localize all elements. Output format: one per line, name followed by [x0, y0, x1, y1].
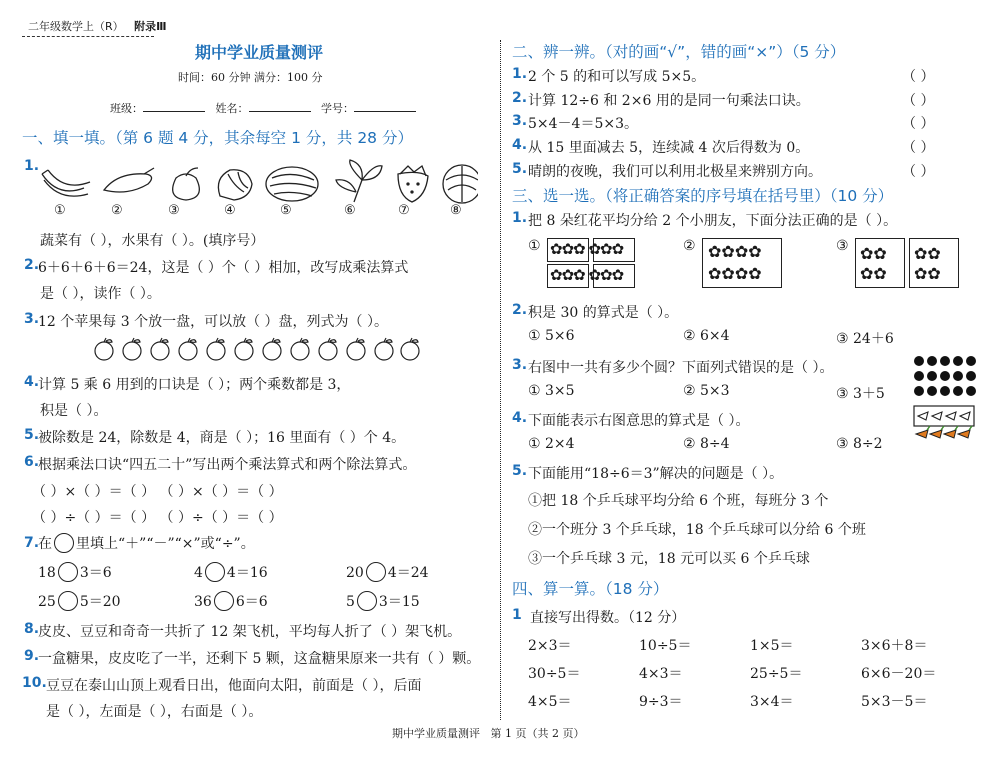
page-number: 第 1 页（共 2 页） — [490, 727, 585, 740]
apple-icon — [291, 338, 309, 360]
s3-q3-number: 3. — [512, 357, 528, 373]
s2-q4-number: 4. — [512, 137, 528, 153]
q8-line: 皮皮、豆豆和奇奇一共折了 12 架飞机，平均每人折了（ ）架飞机。 — [38, 624, 462, 640]
label-2: ② — [111, 203, 123, 218]
s2-q4-answer[interactable]: （ ） — [902, 140, 935, 156]
s2-q5-number: 5. — [512, 161, 528, 177]
s3-q2-opt3[interactable]: ③ 24＋6 — [836, 331, 894, 347]
q7-item: 36 6＝6 — [194, 591, 268, 611]
s2-q3-answer[interactable]: （ ） — [902, 116, 935, 132]
apple-icon — [347, 338, 365, 360]
q4-line2: 积是（ ）。 — [40, 403, 108, 419]
flower-row: ✿✿✿✿ — [708, 242, 762, 261]
label-3: ③ — [168, 203, 180, 218]
s3-q3-opt2[interactable]: ② 5×3 — [683, 383, 730, 399]
q4-number: 4. — [24, 374, 40, 390]
label-6: ⑥ — [344, 203, 356, 218]
operator-blank[interactable] — [58, 591, 78, 611]
s3-q2-opt2[interactable]: ② 6×4 — [683, 328, 730, 344]
calc-item[interactable]: 1×5＝ — [750, 638, 794, 654]
q10-line1: 豆豆在泰山山顶上观看日出，他面向太阳，前面是（ ），后面 — [46, 678, 422, 694]
s3-q4-number: 4. — [512, 410, 528, 426]
dot-grid — [914, 356, 978, 400]
id-label: 学号： — [321, 102, 354, 115]
s3-q2-line: 积是 30 的算式是（ ）。 — [528, 305, 679, 321]
s4-q1-line: 直接写出得数。（12 分） — [530, 610, 686, 626]
q7-line — [38, 533, 255, 553]
s3-q5-opt3[interactable]: ③一个乒乓球 3 元，18 元可以买 6 个乒乓球 — [528, 551, 810, 567]
carrot-icon — [958, 430, 970, 438]
exam-title: 期中学业质量测评 — [194, 43, 323, 62]
s3-q4-line: 下面能表示右图意思的算式是（ ）。 — [528, 413, 750, 429]
apple-icon — [179, 338, 197, 360]
q9-line: 一盒糖果，皮皮吃了一半，还剩下 5 颗，这盒糖果原来一共有（ ）颗。 — [38, 651, 481, 667]
s4-q1-number: 1 — [512, 607, 522, 623]
s2-q1-answer[interactable]: （ ） — [902, 69, 935, 85]
header-rule — [22, 36, 154, 37]
s2-q2-text: 计算 12÷6 和 2×6 用的是同一句乘法口诀。 — [528, 93, 810, 109]
flower-row: ✿✿✿✿ — [708, 264, 762, 283]
s3-q4-opt2[interactable]: ② 8÷4 — [683, 436, 730, 452]
class-label: 班级： — [110, 102, 143, 115]
watermelon-icon — [266, 167, 318, 201]
footer-title: 期中学业质量测评 — [392, 727, 480, 740]
carrots-picture — [912, 404, 976, 444]
label-8: ⑧ — [450, 203, 462, 218]
apple-icon — [95, 338, 113, 360]
s3-q1-number: 1. — [512, 210, 528, 226]
label-4: ④ — [224, 203, 236, 218]
q2-number: 2. — [24, 257, 40, 273]
operator-circle-icon — [54, 533, 74, 553]
spinach-icon — [336, 160, 382, 202]
time-score: 时间：60 分钟 满分：100 分 — [178, 71, 323, 84]
q5-line: 被除数是 24，除数是 4，商是（ ）；16 里面有（ ）个 4。 — [38, 430, 406, 446]
class-field[interactable] — [143, 111, 205, 112]
flower-row: ✿✿ — [860, 244, 887, 263]
s2-q3-text: 5×4－4＝5×3。 — [528, 116, 638, 132]
peach-icon — [173, 168, 200, 200]
apple-icon — [401, 338, 419, 360]
apples-picture — [92, 337, 422, 363]
flower-row: ✿✿ — [914, 264, 941, 283]
q9-number: 9. — [24, 648, 40, 664]
vegetable-bunch-icon — [218, 170, 252, 200]
eggplant-icon — [104, 168, 154, 192]
carrot-icon — [916, 430, 928, 438]
apple-icon — [151, 338, 169, 360]
page-footer — [392, 725, 584, 741]
student-info — [110, 100, 416, 116]
flower-row: ✿✿✿ ✿✿✿ — [550, 240, 624, 258]
s3-q2-opt1[interactable]: ① 5×6 — [528, 328, 575, 344]
operator-blank[interactable] — [214, 591, 234, 611]
q1-number: 1. — [24, 158, 40, 174]
q7-line-post: 里填上“＋”“－”“×”或“÷”。 — [76, 536, 255, 552]
s2-q5-text: 晴朗的夜晚，我们可以利用北极星来辨别方向。 — [528, 164, 822, 180]
flower-row: ✿✿ — [860, 264, 887, 283]
label-5: ⑤ — [280, 203, 292, 218]
s2-q4-text: 从 15 里面减去 5，连续减 4 次后得数为 0。 — [528, 140, 810, 156]
q10-line2: 是（ ），左面是（ ），右面是（ ）。 — [46, 704, 263, 720]
calc-item[interactable]: 25÷5＝ — [750, 666, 803, 682]
calc-item[interactable]: 4×5＝ — [528, 694, 572, 710]
label-7: ⑦ — [398, 203, 410, 218]
q3-line: 12 个苹果每 3 个放一盘，可以放（ ）盘，列式为（ ）。 — [38, 314, 388, 330]
strawberry-icon — [398, 166, 428, 202]
cabbage-icon — [443, 165, 478, 203]
option-2-label: ② — [683, 238, 696, 254]
s2-q3-number: 3. — [512, 113, 528, 129]
s2-q1-number: 1. — [512, 66, 528, 82]
name-field[interactable] — [249, 111, 311, 112]
calc-item[interactable]: 3×6＋8＝ — [861, 638, 928, 654]
q6-line: 根据乘法口诀“四五二十”写出两个乘法算式和两个除法算式。 — [38, 457, 417, 473]
q7-number: 7. — [24, 535, 40, 551]
q5-number: 5. — [24, 427, 40, 443]
option-1-label: ① — [528, 238, 541, 254]
q7-item: 5 3＝15 — [346, 591, 420, 611]
calc-item[interactable]: 5×3－5＝ — [861, 694, 928, 710]
carrot-icon — [930, 430, 942, 438]
apple-icon — [207, 338, 225, 360]
s2-q1-text: 2 个 5 的和可以写成 5×5。 — [528, 69, 706, 85]
label-1: ① — [54, 203, 66, 218]
section4-title: 四、算一算。（18 分） — [512, 580, 669, 598]
q7-line-pre: 在 — [38, 536, 52, 552]
q6-row2: （ ）÷（ ）＝（ ） （ ）÷（ ）＝（ ） — [32, 510, 283, 526]
apple-icon — [123, 338, 141, 360]
appendix-label: 附录Ⅲ — [134, 20, 167, 33]
s3-q1-line: 把 8 朵红花平均分给 2 个小朋友，下面分法正确的是（ ）。 — [528, 213, 898, 229]
apple-icon — [235, 338, 253, 360]
operator-blank[interactable] — [205, 562, 225, 582]
calc-item[interactable]: 9÷3＝ — [639, 694, 683, 710]
q7-item: 4 4＝16 — [194, 562, 268, 582]
option-3-label: ③ — [836, 238, 849, 254]
q4-line1: 计算 5 乘 6 用到的口诀是（ ）；两个乘数都是 3， — [38, 377, 351, 393]
produce-pictures — [38, 158, 478, 206]
s3-q3-line: 右图中一共有多少个圆？下面列式错误的是（ ）。 — [528, 360, 834, 376]
flower-row: ✿✿ — [914, 244, 941, 263]
apple-icon — [263, 338, 281, 360]
calc-item[interactable]: 3×4＝ — [750, 694, 794, 710]
column-divider — [500, 40, 501, 720]
calc-item[interactable]: 6×6－20＝ — [861, 666, 937, 682]
s2-q2-answer[interactable]: （ ） — [902, 93, 935, 109]
s3-q5-opt2[interactable]: ②一个班分 3 个乒乓球，18 个乒乓球可以分给 6 个班 — [528, 522, 866, 538]
q2-line1: 6＋6＋6＋6＝24，这是（ ）个（ ）相加，改写成乘法算式 — [38, 260, 409, 276]
calc-item[interactable]: 2×3＝ — [528, 638, 572, 654]
q8-number: 8. — [24, 621, 40, 637]
apple-icon — [319, 338, 337, 360]
flower-row: ✿✿✿ ✿✿✿ — [550, 266, 624, 284]
s2-q2-number: 2. — [512, 90, 528, 106]
q6-number: 6. — [24, 454, 40, 470]
s3-q4-opt3[interactable]: ③ 8÷2 — [836, 436, 883, 452]
calc-item[interactable]: 10÷5＝ — [639, 638, 692, 654]
section3-title: 三、选一选。（将正确答案的序号填在括号里）（10 分） — [512, 187, 894, 205]
s3-q3-opt1[interactable]: ① 3×5 — [528, 383, 575, 399]
q7-item: 18 3＝6 — [38, 562, 112, 582]
operator-blank[interactable] — [366, 562, 386, 582]
s3-q5-number: 5. — [512, 463, 528, 479]
book-title: 二年级数学上（R） — [28, 20, 124, 33]
calc-item[interactable]: 30÷5＝ — [528, 666, 581, 682]
operator-blank[interactable] — [58, 562, 78, 582]
apple-icon — [375, 338, 393, 360]
s3-q5-line: 下面能用“18÷6＝3”解决的问题是（ ）。 — [528, 466, 784, 482]
banana-icon — [42, 170, 90, 196]
calc-item[interactable]: 4×3＝ — [639, 666, 683, 682]
book-header — [28, 18, 167, 34]
carrot-icon — [944, 430, 956, 438]
q3-number: 3. — [24, 311, 40, 327]
q2-line2: 是（ ），读作（ ）。 — [40, 286, 161, 302]
section2-title: 二、辨一辨。（对的画“√”，错的画“×”）（5 分） — [512, 43, 846, 61]
q7-item: 25 5＝20 — [38, 591, 121, 611]
q1-answer-line: 蔬菜有（ ），水果有（ ）。(填序号） — [40, 233, 265, 249]
s3-q5-opt1[interactable]: ①把 18 个乒乓球平均分给 6 个班，每班分 3 个 — [528, 493, 829, 509]
s3-q2-number: 2. — [512, 302, 528, 318]
section1-title: 一、填一填。（第 6 题 4 分，其余每空 1 分，共 28 分） — [22, 129, 413, 147]
q7-item: 20 4＝24 — [346, 562, 429, 582]
name-label: 姓名： — [215, 102, 249, 115]
s3-q4-opt1[interactable]: ① 2×4 — [528, 436, 575, 452]
operator-blank[interactable] — [357, 591, 377, 611]
s2-q5-answer[interactable]: （ ） — [902, 164, 935, 180]
q6-row1: （ ）×（ ）＝（ ） （ ）×（ ）＝（ ） — [32, 484, 283, 500]
s3-q3-opt3[interactable]: ③ 3＋5 — [836, 386, 885, 402]
id-field[interactable] — [354, 111, 416, 112]
q10-number: 10. — [22, 675, 47, 691]
